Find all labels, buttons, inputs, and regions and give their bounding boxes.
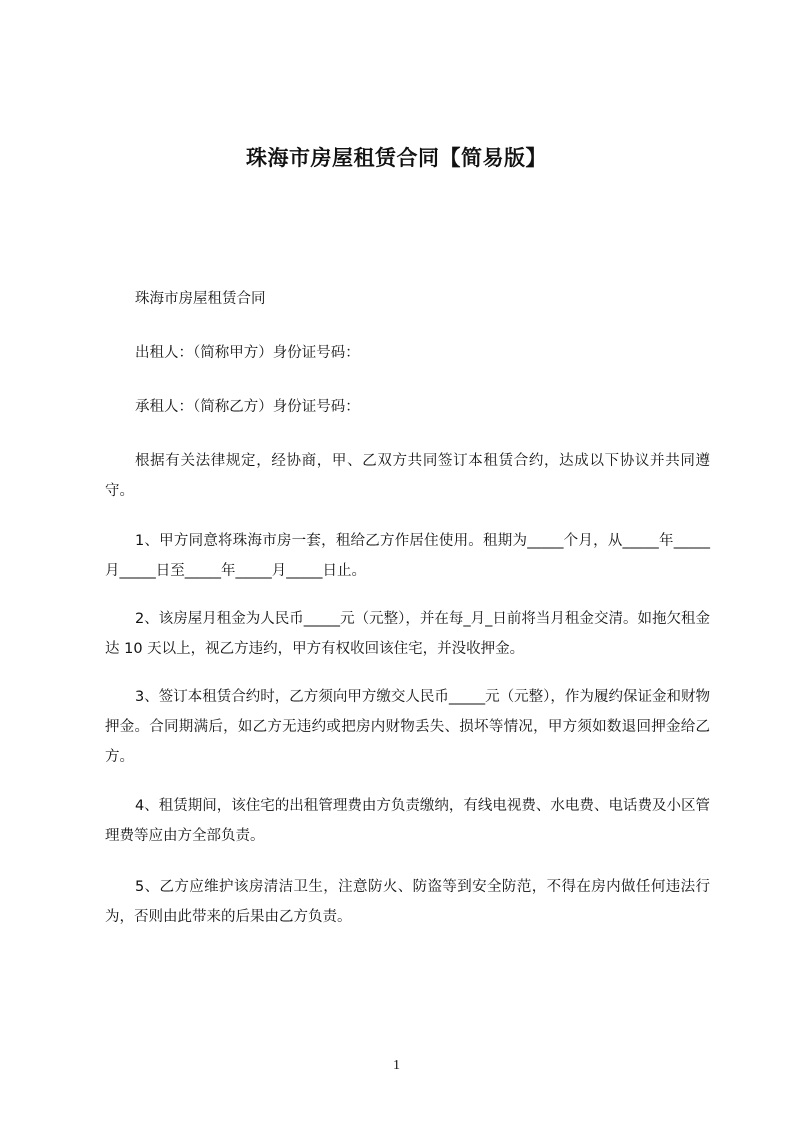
clause-5: 5、乙方应维护该房清洁卫生，注意防火、防盗等到安全防范，不得在房内做任何违法行为，否则由此带来的后果由乙方负责。 (105, 879, 710, 925)
contract-heading: 珠海市房屋租赁合同 (135, 291, 266, 307)
page-title: 珠海市房屋租赁合同【简易版】 (246, 146, 547, 170)
clause-1: 1、甲方同意将珠海市房一套，租给乙方作居住使用。租期为_____个月，从_____年_____月_____日至_____年_____月_____日止。 (105, 533, 710, 579)
lessor-line: 出租人：（简称甲方）身份证号码： (135, 345, 360, 361)
clause-2: 2、该房屋月租金为人民币_____元（元整），并在每_月_日前将当月租金交清。如拖欠租金达 10 天以上，视乙方违约，甲方有权收回该住宅，并没收押金。 (105, 611, 710, 657)
lessee-line: 承租人：（简称乙方）身份证号码： (135, 399, 360, 415)
page-number: 1 (393, 1058, 400, 1073)
preamble-paragraph: 根据有关法律规定，经协商，甲、乙双方共同签订本租赁合约，达成以下协议并共同遵守。 (105, 453, 710, 499)
clause-3: 3、签订本租赁合约时，乙方须向甲方缴交人民币_____元（元整），作为履约保证金和财物押金。合同期满后，如乙方无违约或把房内财物丢失、损坏等情况，甲方须如数退回押金给乙方。 (105, 689, 710, 765)
clause-4: 4、租赁期间，该住宅的出租管理费由方负责缴纳，有线电视费、水电费、电话费及小区管理费等应由方全部负责。 (105, 798, 710, 844)
